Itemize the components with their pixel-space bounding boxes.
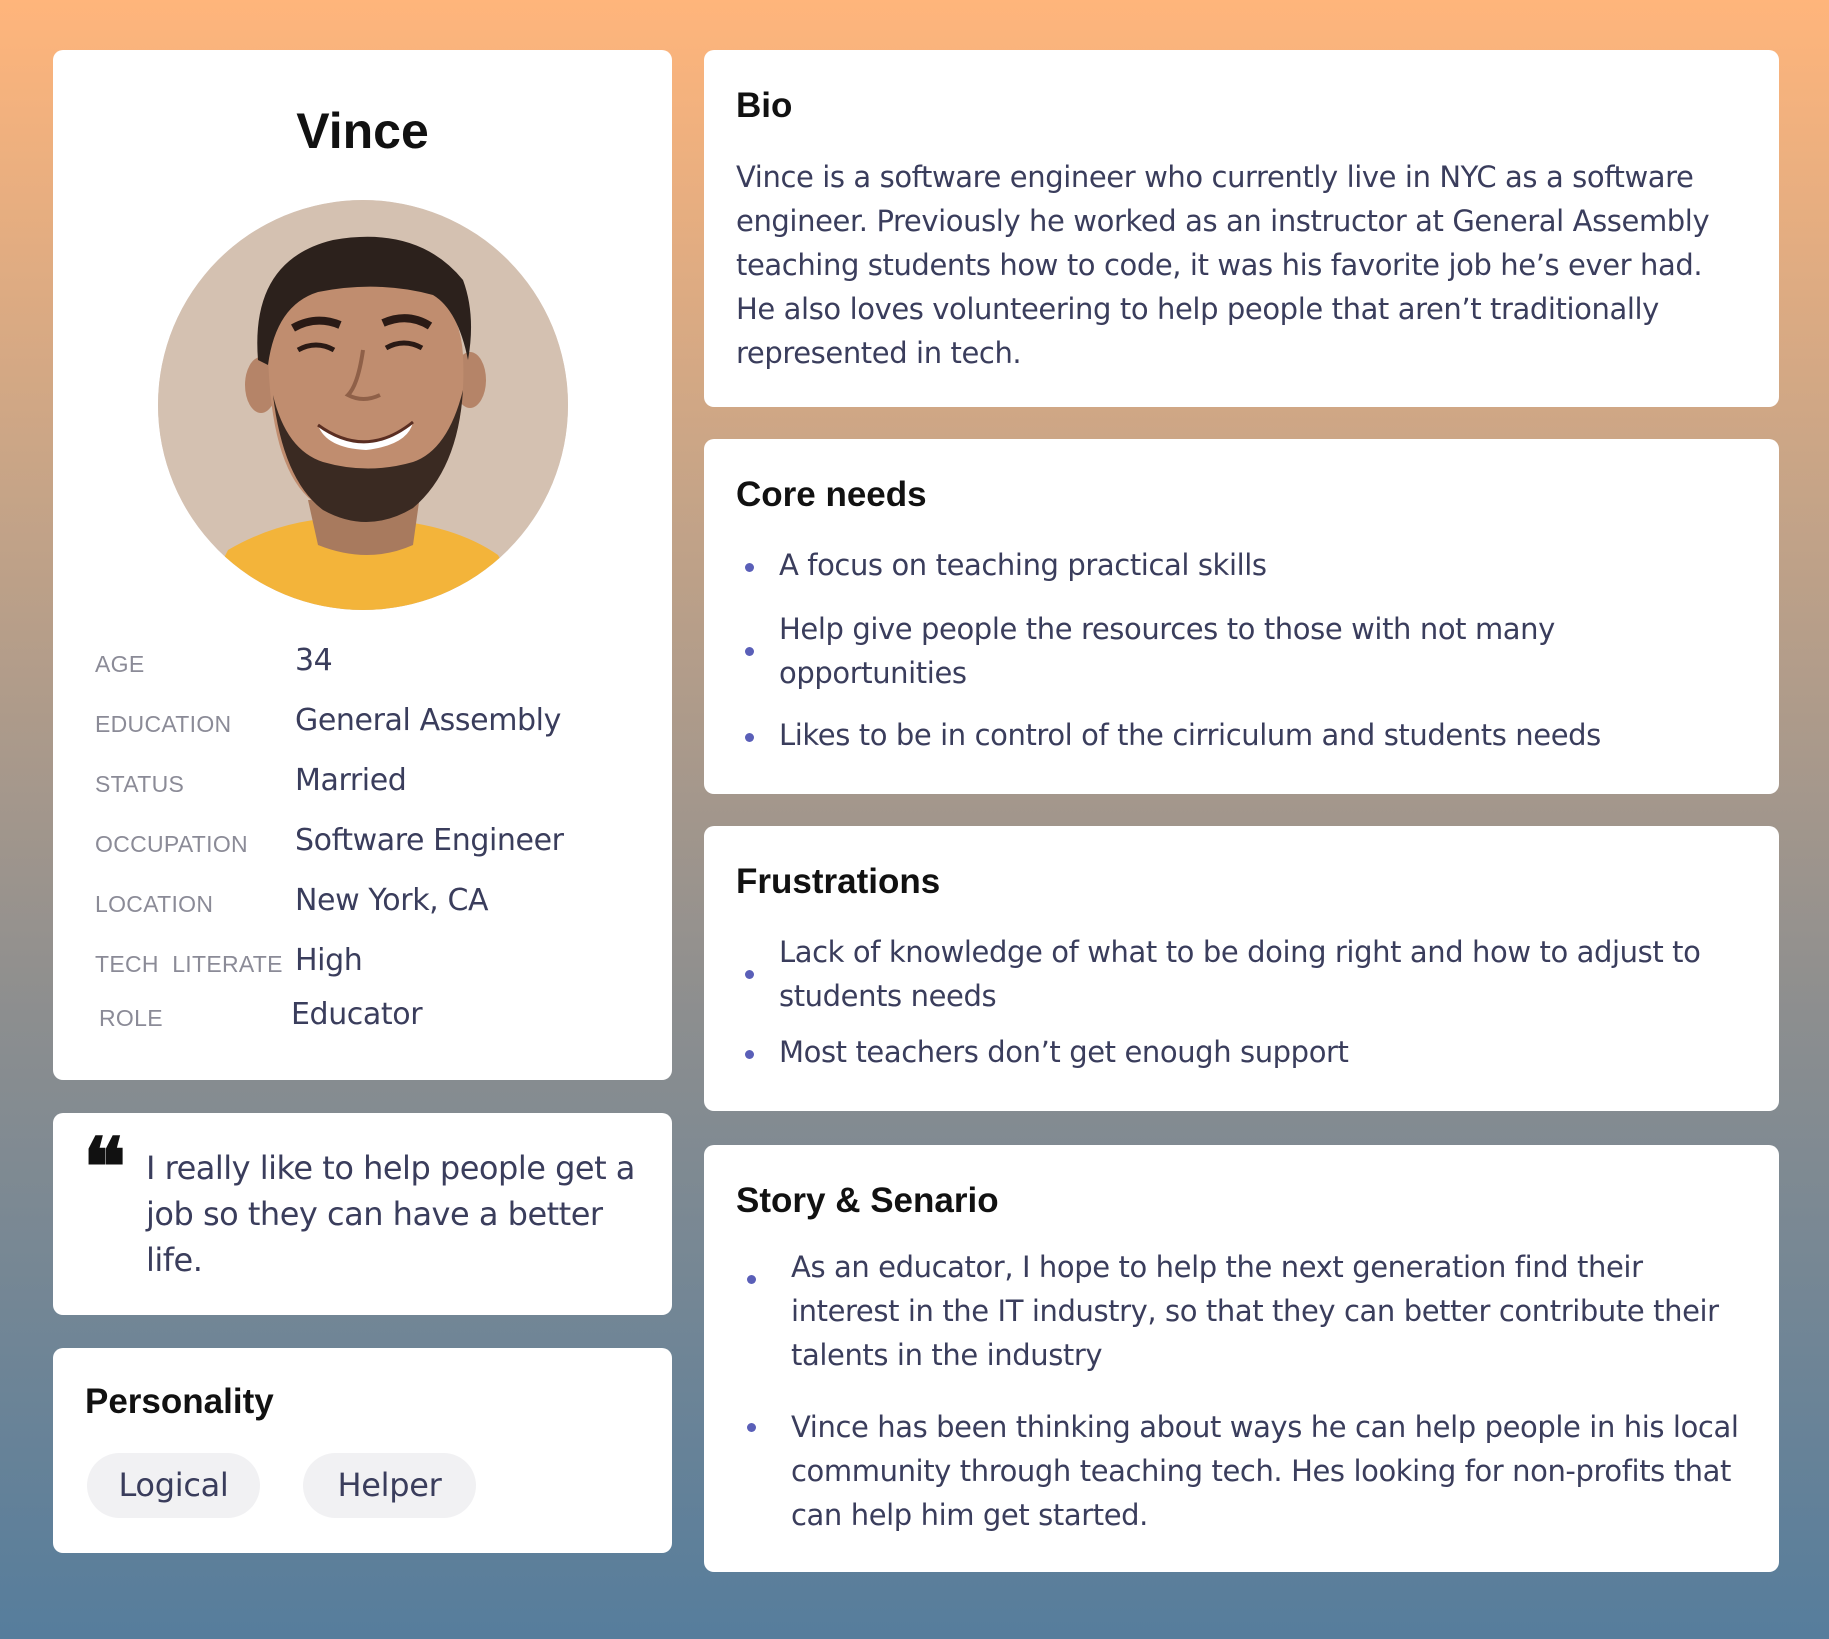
personality-card [53, 1348, 672, 1553]
list-item-text: Vince has been thinking about ways he can help people in his local community through teaching tech. Hes looking for non-profits that can help him get started. [791, 1410, 1739, 1532]
list-item [736, 930, 1749, 1018]
story-list [736, 1245, 1749, 1537]
attribute-value: High [295, 943, 363, 978]
list-item [736, 1405, 1749, 1537]
list-item [736, 543, 1749, 587]
attribute-value: 34 [295, 643, 333, 678]
story-card [704, 1145, 1779, 1572]
quote-card [53, 1113, 672, 1315]
list-item-text: Most teachers don’t get enough support [779, 1035, 1349, 1069]
list-item [736, 607, 1749, 695]
attribute-label: AGE [95, 651, 145, 677]
attribute-label: ROLE [99, 1005, 163, 1031]
story-title: Story & Senario [736, 1181, 999, 1220]
frustrations-card [704, 826, 1779, 1111]
bullet-icon [745, 970, 754, 979]
bio-card [704, 50, 1779, 407]
avatar-photo [158, 200, 568, 610]
quote-text: I really like to help people get a job so they can have a better life. [146, 1149, 635, 1279]
persona-name: Vince [296, 103, 429, 159]
list-item-text: Help give people the resources to those with not many opportunities [779, 612, 1555, 690]
avatar [158, 200, 568, 610]
list-item [736, 1245, 1749, 1377]
frustrations-title: Frustrations [736, 862, 941, 901]
frustrations-list [736, 930, 1749, 1074]
personality-tag: Helper [303, 1453, 476, 1518]
bio-title: Bio [736, 86, 793, 125]
profile-card [53, 50, 672, 1080]
bullet-icon [745, 733, 754, 742]
attribute-value: Software Engineer [295, 823, 564, 858]
bullet-icon [745, 1050, 754, 1059]
quote-icon: ❝ [83, 1120, 127, 1214]
bio-text: Vince is a software engineer who currently live in NYC as a software engineer. Previously he worked as an instructor at General Assembly teaching students how to code, it was his favorite job he’s ever had. He also loves volunteering to help people that aren’t traditionally represented in tech. [736, 160, 1710, 370]
core-needs-title: Core needs [736, 475, 927, 514]
bullet-icon [747, 1275, 756, 1284]
attribute-label: LOCATION [95, 891, 214, 917]
bullet-icon [747, 1423, 756, 1432]
attribute-label: EDUCATION [95, 711, 232, 737]
attribute-value: New York, CA [295, 883, 489, 918]
core-needs-list [736, 543, 1749, 757]
personality-title: Personality [85, 1382, 274, 1421]
attribute-value: Married [295, 763, 407, 798]
attribute-label: OCCUPATION [95, 831, 248, 857]
bullet-icon [745, 647, 754, 656]
attribute-value: General Assembly [295, 703, 561, 738]
list-item-text: A focus on teaching practical skills [779, 548, 1267, 582]
list-item-text: Lack of knowledge of what to be doing right and how to adjust to students needs [779, 935, 1701, 1013]
bullet-icon [745, 563, 754, 572]
list-item-text: As an educator, I hope to help the next generation find their interest in the IT industry, so that they can better contribute their talents in the industry [791, 1250, 1719, 1372]
attribute-value: Educator [291, 997, 423, 1032]
personality-tag: Logical [87, 1453, 260, 1518]
attribute-label: STATUS [95, 771, 185, 797]
core-needs-card [704, 439, 1779, 794]
list-item [736, 1030, 1749, 1074]
list-item-text: Likes to be in control of the cirriculum and students needs [779, 718, 1601, 752]
list-item [736, 713, 1749, 757]
attribute-label: TECH LITERATE [95, 951, 283, 977]
